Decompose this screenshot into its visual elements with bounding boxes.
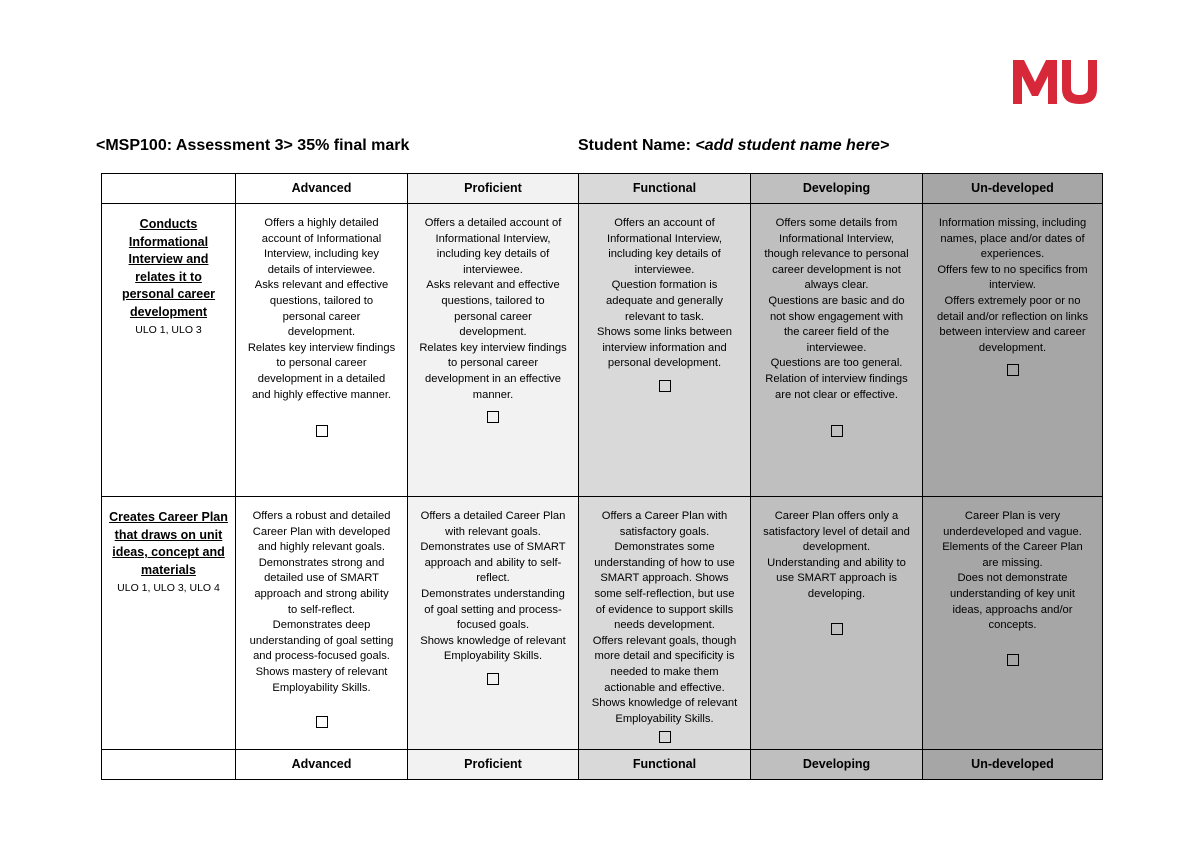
criterion-title: Creates Career Plan that draws on unit ideas, concept and materials [109,510,228,577]
student-name-label: Student Name: [578,137,696,154]
checkbox-careerplan-advanced[interactable] [316,716,328,728]
descriptor-cell-proficient: Offers a detailed account of Informational Interview, including key details of interviewee. Asks relevant and effective questions, tailored to personal career development. Relates key interview findings to personal career development in an effective manner. [408,204,579,497]
descriptor-cell-developing: Career Plan offers only a satisfactory level of detail and development. Understanding and ability to use SMART approach is developing. [751,497,923,750]
assessment-title: <MSP100: Assessment 3> 35% final mark [96,137,410,154]
checkbox-careerplan-developing[interactable] [831,623,843,635]
mu-logo-u [1062,60,1097,104]
level-footer-developing: Developing [751,750,923,780]
checkbox-careerplan-undeveloped[interactable] [1007,654,1019,666]
checkbox-interview-functional[interactable] [659,380,671,392]
checkbox-interview-undeveloped[interactable] [1007,364,1019,376]
level-header-advanced: Advanced [236,174,408,204]
criterion-title: Conducts Informational Interview and relates it to personal career development [121,217,216,319]
level-footer-advanced: Advanced [236,750,408,780]
descriptor-cell-functional: Offers a Career Plan with satisfactory goals. Demonstrates some understanding of how to use SMART approach. Shows some self-reflection, but use of evidence to support skills needs development. Offers relevant goals, though more detail and specificity is needed to make them actionable and effective. Shows knowledge of relevant Employability Skills. [579,497,751,750]
level-header-developing: Developing [751,174,923,204]
student-name-placeholder[interactable]: <add student name here> [695,137,890,154]
level-footer-functional: Functional [579,750,751,780]
descriptor-cell-proficient: Offers a detailed Career Plan with relevant goals. Demonstrates use of SMART approach and ability to self- reflect. Demonstrates understanding of goal setting and process- focused goals. Shows knowledge of relevant Employability Skills. [408,497,579,750]
student-name-line [578,137,889,155]
checkbox-careerplan-proficient[interactable] [487,673,499,685]
descriptor-cell-undeveloped: Career Plan is very underdeveloped and vague. Elements of the Career Plan are missing. Does not demonstrate understanding of key unit ideas, approachs and/or concepts. [923,497,1103,750]
criterion-row-career-plan [102,497,1103,750]
criterion-row-interview [102,204,1103,497]
criterion-cell [102,204,236,497]
checkbox-interview-proficient[interactable] [487,411,499,423]
level-header-proficient: Proficient [408,174,579,204]
criterion-cell [102,497,236,750]
mu-logo [1013,60,1097,104]
criterion-ulo: ULO 1, ULO 3, ULO 4 [117,582,220,594]
descriptor-cell-developing: Offers some details from Informational Interview, though relevance to personal career development is not always clear. Questions are basic and do not show engagement with the career field of the interviewee. Questions are too general. Relation of interview findings are not clear or effective. [751,204,923,497]
descriptor-cell-advanced: Offers a robust and detailed Career Plan with developed and highly relevant goals. Demonstrates strong and detailed use of SMART approach and strong ability to self-reflect. Demonstrates deep understanding of goal setting and process-focused goals. Shows mastery of relevant Employability Skills. [236,497,408,750]
descriptor-cell-advanced: Offers a highly detailed account of Informational Interview, including key details of interviewee. Asks relevant and effective questions, tailored to personal career development. Relates key interview findings to personal career development in a detailed and highly effective manner. [236,204,408,497]
mu-logo-m [1013,60,1057,104]
checkbox-interview-developing[interactable] [831,425,843,437]
level-footer-proficient: Proficient [408,750,579,780]
level-header-undeveloped: Un-developed [923,174,1103,204]
rubric-header-row [102,174,1103,204]
descriptor-cell-undeveloped: Information missing, including names, place and/or dates of experiences. Offers few to no specifics from interview. Offers extremely poor or no detail and/or reflection on links between interview and career development. [923,204,1103,497]
checkbox-interview-advanced[interactable] [316,425,328,437]
descriptor-cell-functional: Offers an account of Informational Interview, including key details of interviewee. Question formation is adequate and generally relevant to task. Shows some links between interview information and personal development. [579,204,751,497]
header-line [96,137,1104,159]
footer-empty-cell [102,750,236,780]
criterion-ulo: ULO 1, ULO 3 [135,324,202,336]
rubric-footer-row [102,750,1103,780]
level-header-functional: Functional [579,174,751,204]
header-empty-cell [102,174,236,204]
level-footer-undeveloped: Un-developed [923,750,1103,780]
checkbox-careerplan-functional[interactable] [659,731,671,743]
rubric-table [101,173,1103,780]
